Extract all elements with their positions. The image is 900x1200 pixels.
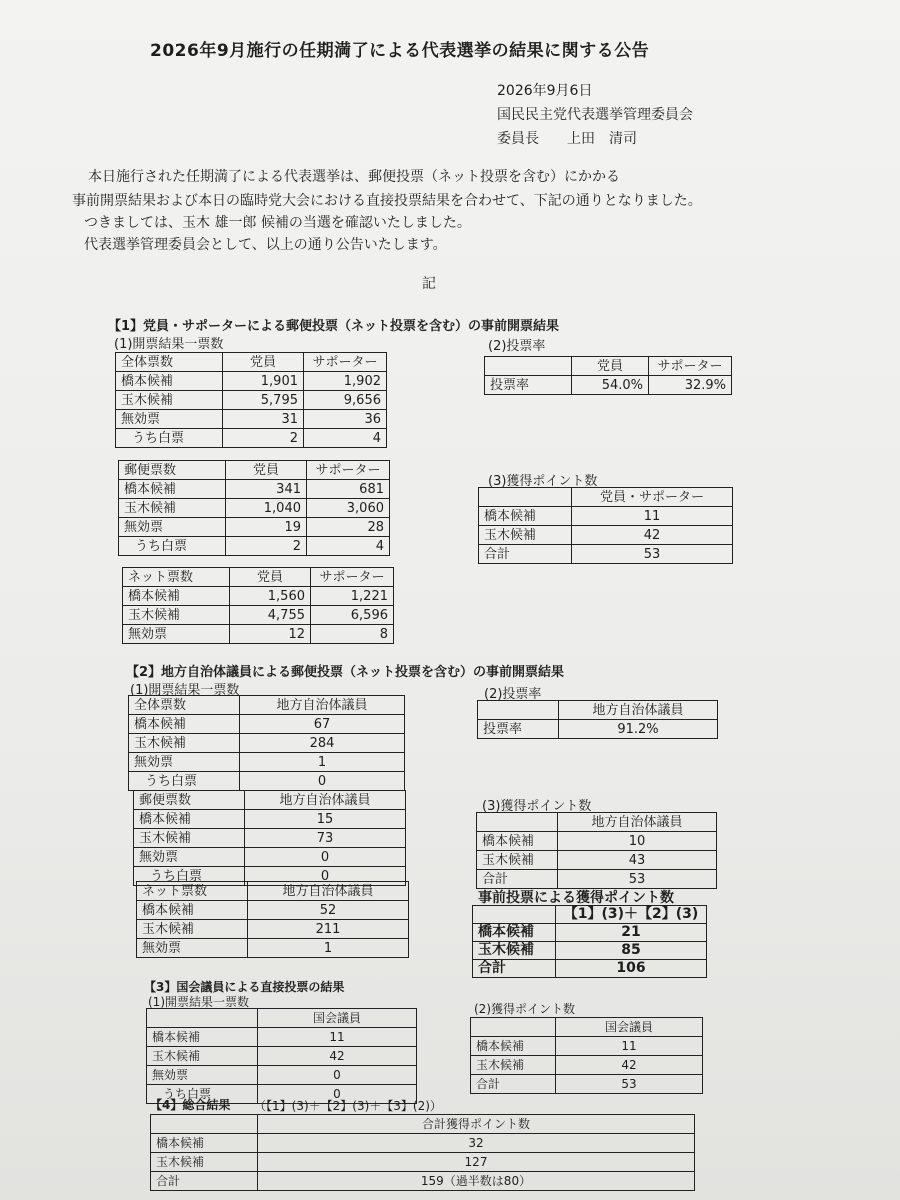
row-label: 投票率: [478, 720, 559, 739]
row-label: 橋本候補: [134, 810, 245, 829]
table-header-cell: [479, 488, 572, 507]
table-header-cell: 党員: [223, 353, 304, 372]
row-label: 無効票: [119, 518, 226, 537]
row-label: 合計: [151, 1172, 258, 1191]
row-label: うち白票: [134, 867, 245, 886]
cell-value: 12: [230, 625, 311, 644]
row-label: 橋本候補: [119, 480, 226, 499]
body-line-3: つきましては、玉木 雄一郎 候補の当選を確認いたしました。: [84, 215, 471, 231]
table-header-cell: 党員: [226, 461, 307, 480]
cell-value: 31: [223, 410, 304, 429]
cell-value: 106: [556, 960, 707, 978]
cell-value: 9,656: [304, 391, 387, 410]
cell-value: 21: [556, 924, 707, 942]
cell-value: 42: [572, 526, 733, 545]
table-header-cell: 地方自治体議員: [245, 791, 406, 810]
table-header-cell: 郵便票数: [134, 791, 245, 810]
cell-value: 1,901: [223, 372, 304, 391]
cell-value: 0: [245, 867, 406, 886]
table-header-cell: 地方自治体議員: [240, 696, 405, 715]
row-label: 玉木候補: [151, 1153, 258, 1172]
cell-value: 53: [572, 545, 733, 564]
table-header-cell: 国会議員: [258, 1009, 417, 1028]
cell-value: 5,795: [223, 391, 304, 410]
table-header-cell: ネット票数: [123, 568, 230, 587]
s1-points-table: [478, 487, 733, 564]
s2-net-votes-table: [136, 881, 409, 958]
cell-value: 4: [307, 537, 390, 556]
row-label: うち白票: [129, 772, 240, 791]
body-line-4: 代表選挙管理委員会として、以上の通り公告いたします。: [84, 237, 447, 253]
s3-sub1: (1)開票結果一票数: [148, 995, 249, 1009]
row-label: 玉木候補: [116, 391, 223, 410]
cell-value: 28: [307, 518, 390, 537]
s1-all-votes-table: [115, 352, 387, 448]
s3-sub2: (2)獲得ポイント数: [474, 1002, 575, 1016]
s1-rate-table: [484, 356, 732, 395]
table-header-cell: 全体票数: [116, 353, 223, 372]
cell-value: 2: [223, 429, 304, 448]
table-header-cell: 地方自治体議員: [559, 701, 718, 720]
cell-value: 1,221: [311, 587, 394, 606]
row-label: 玉木候補: [471, 1056, 556, 1075]
table-header-cell: [151, 1115, 258, 1134]
row-label: 橋本候補: [151, 1134, 258, 1153]
cell-value: 6,596: [311, 606, 394, 625]
table-header-cell: [478, 701, 559, 720]
table-header-cell: [473, 906, 556, 924]
ki-mark: 記: [422, 276, 436, 292]
cell-value: 32.9%: [649, 376, 732, 395]
committee-chair: 委員長 上田 清司: [497, 131, 637, 147]
section-3-heading: 【3】国会議員による直接投票の結果: [144, 980, 345, 994]
row-label: 橋本候補: [473, 924, 556, 942]
row-label: うち白票: [119, 537, 226, 556]
cell-value: 1,560: [230, 587, 311, 606]
announcement-date: 2026年9月6日: [497, 83, 593, 99]
row-label: 玉木候補: [129, 734, 240, 753]
row-label: 玉木候補: [147, 1047, 258, 1066]
table-header-cell: 合計獲得ポイント数: [258, 1115, 695, 1134]
s4-total-table: [150, 1114, 695, 1191]
pre-voting-heading: 事前投票による獲得ポイント数: [478, 890, 674, 906]
cell-value: 53: [556, 1075, 703, 1094]
table-header-cell: [147, 1009, 258, 1028]
cell-value: 42: [556, 1056, 703, 1075]
section-1-heading: 【1】党員・サポーターによる郵便投票（ネット投票を含む）の事前開票結果: [108, 319, 560, 334]
cell-value: 32: [258, 1134, 695, 1153]
cell-value: 1: [248, 939, 409, 958]
table-header-cell: サポーター: [649, 357, 732, 376]
row-label: 合計: [471, 1075, 556, 1094]
table-header-cell: [485, 357, 572, 376]
row-label: 無効票: [129, 753, 240, 772]
cell-value: 159（過半数は80）: [258, 1172, 695, 1191]
s3-points-table: [470, 1017, 703, 1094]
row-label: 玉木候補: [473, 942, 556, 960]
cell-value: 73: [245, 829, 406, 848]
table-header-cell: 全体票数: [129, 696, 240, 715]
s2-sub2: (2)投票率: [484, 687, 542, 702]
row-label: 無効票: [116, 410, 223, 429]
table-header-cell: 党員: [572, 357, 649, 376]
cell-value: 53: [558, 870, 717, 889]
row-label: 橋本候補: [116, 372, 223, 391]
row-label: 玉木候補: [477, 851, 558, 870]
cell-value: 36: [304, 410, 387, 429]
row-label: 橋本候補: [471, 1037, 556, 1056]
cell-value: 0: [258, 1066, 417, 1085]
row-label: 橋本候補: [479, 507, 572, 526]
cell-value: 10: [558, 832, 717, 851]
page-title: 2026年9月施行の任期満了による代表選挙の結果に関する公告: [150, 41, 650, 61]
cell-value: 42: [258, 1047, 417, 1066]
cell-value: 91.2%: [559, 720, 718, 739]
row-label: 玉木候補: [119, 499, 226, 518]
cell-value: 85: [556, 942, 707, 960]
table-header-cell: サポーター: [304, 353, 387, 372]
s2-sub3: (3)獲得ポイント数: [482, 799, 592, 814]
cell-value: 127: [258, 1153, 695, 1172]
cell-value: 1,902: [304, 372, 387, 391]
cell-value: 341: [226, 480, 307, 499]
row-label: 無効票: [123, 625, 230, 644]
cell-value: 4,755: [230, 606, 311, 625]
s1-sub2: (2)投票率: [488, 339, 546, 354]
row-label: 橋本候補: [137, 901, 248, 920]
table-header-cell: 【1】(3)＋【2】(3): [556, 906, 707, 924]
row-label: 無効票: [147, 1066, 258, 1085]
section-2-heading: 【2】地方自治体議員による郵便投票（ネット投票を含む）の事前開票結果: [126, 665, 565, 680]
cell-value: 11: [258, 1028, 417, 1047]
cell-value: 2: [226, 537, 307, 556]
cell-value: 681: [307, 480, 390, 499]
row-label: 投票率: [485, 376, 572, 395]
cell-value: 11: [556, 1037, 703, 1056]
row-label: 橋本候補: [123, 587, 230, 606]
table-header-cell: 党員・サポーター: [572, 488, 733, 507]
cell-value: 15: [245, 810, 406, 829]
pre-voting-points-table: [472, 905, 707, 978]
cell-value: 19: [226, 518, 307, 537]
table-header-cell: 国会議員: [556, 1018, 703, 1037]
row-label: 橋本候補: [477, 832, 558, 851]
row-label: 無効票: [137, 939, 248, 958]
cell-value: 0: [258, 1085, 417, 1104]
cell-value: 1: [240, 753, 405, 772]
row-label: 合計: [473, 960, 556, 978]
s2-sub1: (1)開票結果一票数: [130, 683, 240, 698]
s1-net-votes-table: [122, 567, 394, 644]
s4-formula: （【1】(3)＋【2】(3)＋【3】(2)）: [254, 1099, 442, 1113]
body-line-1: 本日施行された任期満了による代表選挙は、郵便投票（ネット投票を含む）にかかる: [88, 169, 620, 185]
body-line-2: 事前開票結果および本日の臨時党大会における直接投票結果を合わせて、下記の通りとなりました。: [72, 193, 702, 209]
cell-value: 0: [245, 848, 406, 867]
row-label: うち白票: [116, 429, 223, 448]
table-header-cell: 地方自治体議員: [248, 882, 409, 901]
cell-value: 8: [311, 625, 394, 644]
row-label: うち白票: [147, 1085, 258, 1104]
table-header-cell: [477, 813, 558, 832]
row-label: 玉木候補: [134, 829, 245, 848]
table-header-cell: [471, 1018, 556, 1037]
table-header-cell: ネット票数: [137, 882, 248, 901]
cell-value: 4: [304, 429, 387, 448]
row-label: 合計: [479, 545, 572, 564]
s1-sub1: (1)開票結果一票数: [114, 337, 224, 352]
s2-mail-votes-table: [133, 790, 406, 886]
table-header-cell: 地方自治体議員: [558, 813, 717, 832]
committee-name: 国民民主党代表選挙管理委員会: [497, 107, 693, 123]
s1-sub3: (3)獲得ポイント数: [488, 474, 598, 489]
cell-value: 11: [572, 507, 733, 526]
row-label: 橋本候補: [147, 1028, 258, 1047]
row-label: 玉木候補: [137, 920, 248, 939]
row-label: 玉木候補: [479, 526, 572, 545]
table-header-cell: 郵便票数: [119, 461, 226, 480]
cell-value: 3,060: [307, 499, 390, 518]
row-label: 無効票: [134, 848, 245, 867]
row-label: 合計: [477, 870, 558, 889]
table-header-cell: 党員: [230, 568, 311, 587]
s1-mail-votes-table: [118, 460, 390, 556]
row-label: 橋本候補: [129, 715, 240, 734]
cell-value: 54.0%: [572, 376, 649, 395]
table-header-cell: サポーター: [307, 461, 390, 480]
cell-value: 67: [240, 715, 405, 734]
cell-value: 284: [240, 734, 405, 753]
section-4-heading: 【4】総合結果: [150, 1098, 231, 1112]
cell-value: 0: [240, 772, 405, 791]
s2-points-table: [476, 812, 717, 889]
s3-votes-table: [146, 1008, 417, 1104]
row-label: 玉木候補: [123, 606, 230, 625]
cell-value: 43: [558, 851, 717, 870]
s2-all-votes-table: [128, 695, 405, 791]
s2-rate-table: [477, 700, 718, 739]
cell-value: 52: [248, 901, 409, 920]
table-header-cell: サポーター: [311, 568, 394, 587]
cell-value: 1,040: [226, 499, 307, 518]
cell-value: 211: [248, 920, 409, 939]
